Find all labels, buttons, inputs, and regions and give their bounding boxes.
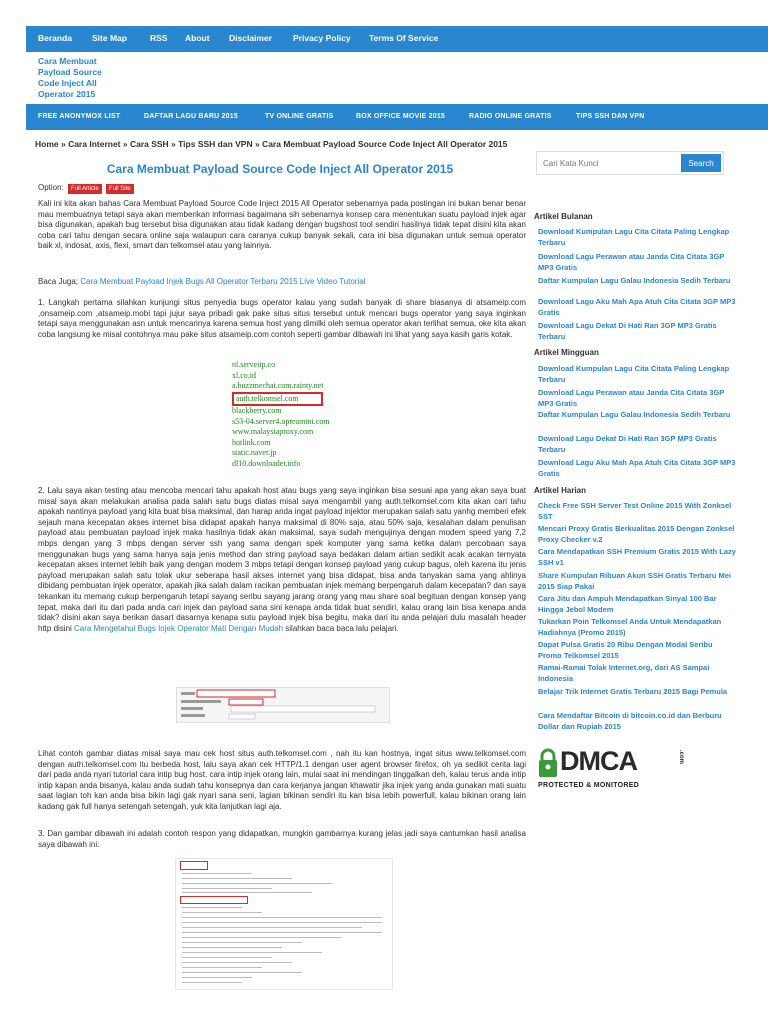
sidebar-link-bulanan[interactable]: Daftar Kumpulan Lagu Galau Indonesia Sedih Terbaru	[538, 276, 731, 285]
lock-icon	[538, 748, 558, 778]
cat-box-office[interactable]: BOX OFFICE MOVIE 2015	[356, 113, 445, 120]
full-site-button[interactable]: Full Site	[106, 184, 134, 194]
step-2-tail: silahkan baca baca lalu pelajari.	[285, 623, 399, 633]
paragraph-step-3: 3. Dan gambar dibawah ini adalah contoh respon yang didapatkan, mungkin gambarnya kurang jelas jadi saya cantumkan hasil analisa saya dibawah ini:	[38, 829, 526, 849]
host-item: xl.co.id	[232, 370, 256, 380]
host-list-image	[232, 360, 352, 476]
sidebar-link-harian[interactable]: Share Kumpulan Ribuan Akun SSH Gratis Terbaru Mei 2015 Siap Pakai	[538, 571, 731, 591]
post-title: Cara Membuat Payload Source Code Inject All Operator 2015	[106, 162, 454, 176]
sidebar-link-bulanan[interactable]: Download Kumpulan Lagu Cita Citata Paling Lengkap Terbaru	[538, 227, 730, 247]
host-item: hotlink.com	[232, 437, 271, 447]
sidebar-link-harian[interactable]: Cara Mendaftar Bitcoin di bitcoin.co.id dan Berburu Dollar dan Rupiah 2015	[538, 711, 722, 731]
sidebar-heading-mingguan: Artikel Mingguan	[534, 348, 599, 357]
host-item: a.buzzmechat.com.rainty.net	[232, 381, 324, 390]
breadcrumb[interactable]: Home » Cara Internet » Cara SSH » Tips SSH dan VPN » Cara Membuat Payload Source Code Inject All Operator 2015	[35, 139, 508, 149]
search-button[interactable]: Search	[681, 154, 721, 172]
sidebar-link-harian[interactable]: Cara Jitu dan Ampuh Mendapatkan Sinyal 100 Bar Hingga Jebol Modem	[538, 594, 717, 614]
sidebar-link-harian[interactable]: Mencari Proxy Gratis Berkualitas 2015 Dengan Zonksel Proxy Checker v.2	[538, 524, 735, 544]
site-title[interactable]: Cara Membuat Payload Source Code Inject All Operator 2015	[38, 56, 102, 99]
sidebar-heading-bulanan: Artikel Bulanan	[534, 212, 593, 221]
nav-disclaimer[interactable]: Disclaimer	[229, 33, 272, 43]
sidebar-link-harian[interactable]: Belajar Trik Internet Gratis Terbaru 2015 Bagi Pemula	[538, 687, 728, 696]
paragraph-step-1: 1. Langkah pertama silahkan kunjungi situs penyedia bugs operator kalau yang sudah banyak di share biasanya di atsameip.com ,onsameip.com ,atsameip.mobi tapi jujur saya pribadi gak pake situs situs tersebut untuk mencari bugs operator yang saya inginkan tetapi saya menggunakan asn untuk mencarinya karena semua host yang dimilki oleh semua operator akan terlihat semua, oke kita akan coba langsung ke misal contohnya mau pake situs atsameip.com contoh seperti gambar dibawah ini lihat yang saya kasih garis kotak.	[38, 298, 526, 339]
option-row	[38, 183, 134, 194]
step-2-text: 2. Lalu saya akan testing atau mencoba mencari tahu apakah host atau bugs yang saya inginkan bisa sesuai apa yang akan saya buat misal saya akan melakukan analisa pada salah satu bugs diatas misal saya mengambil yang auth.telkomsel.com kita akan cari tahu apakah nantinya payload yang kita buat bisa maksimal, dan harap anda ingat payload injektor merupakan salah satu yanhg memberi efek sejauh mana kecepatan akses internet bisa didapat apakah hanya maksimal di 80% saja, atau 50% saja, kesalahan dalam penulisan payload atau pembuatan payload injek maka hasilnya tidak akan maksimal, saya sudah mengujinya dengan modem speed yang 7,2 mbps dengan yang 3 mbps dengan server ssh yang sama dengan spek komputer yang sama ketika dalam percobaan saya menggunakan bugs yang sama hanya saja jenis method dan string payload saya bedakan dalam artian sedikit acak acakan ternyata kecepatan akses internet lebih baik yang dengan modem 3 mbps tetapi dengan konsep payload yang cukup bagus, oleh karena itu jenis payload merupakan salah satu tolak ukur seberapa hasil akses internet yang bisa didapat, bisa anda tanyakan sama yang ahlinya dibidang pembuatan injek operator, apakah jika salah dalam racikan pembuatan injek memang berpengaruh dalam kecepatan? dan saya tekankan itu memang cukup berpengaruh tetapi sayang seribu sayang jarang orang yang mau share soal begituan dengan konsep yang tepat, maka dari itu dari pada anda cari injek dan payload sana sini kenapa anda tidak buat sendiri, kalau orang lain bisa kenapa anda tidak? disini akan saya berikan dasart dasarnya kenapa sutu payload injek bisa begitu, maka dari itu anda pelajari dulu masalah header http disini	[38, 486, 526, 633]
dmca-logo-text: DMCA	[560, 746, 637, 776]
sidebar-link-bulanan[interactable]: Download Lagu Dekat Di Hati Ran 3GP MP3 Gratis Terbaru	[538, 321, 717, 341]
cat-tips-ssh[interactable]: TIPS SSH DAN VPN	[576, 113, 645, 120]
dmca-com: .com	[678, 750, 684, 765]
cat-daftar-lagu[interactable]: DAFTAR LAGU BARU 2015	[144, 113, 238, 120]
host-item: nl.serveiip.co	[232, 360, 276, 369]
baca-juga	[38, 277, 526, 288]
host-item: blackberry.com	[232, 406, 282, 415]
sidebar-link-mingguan[interactable]: Download Lagu Aku Mah Apa Atuh Cita Citata 3GP MP3 Gratis	[538, 458, 736, 478]
http-header-tool-screenshot	[176, 687, 390, 723]
sidebar-link-harian[interactable]: Ramai-Ramai Tolak Internet.org, dari AS Sampai Indonesia	[538, 663, 710, 683]
sidebar-link-harian[interactable]: Dapat Pulsa Gratis 20 Ribu Dengan Modal Seribu Promo Telkomsel 2015	[538, 640, 713, 660]
cat-tv-online[interactable]: TV ONLINE GRATIS	[265, 113, 334, 120]
sidebar-link-harian[interactable]: Tukarkan Poin Telkomsel Anda Untuk Mendapatkan Hadiahnya (Promo 2015)	[538, 617, 722, 637]
response-status-highlight	[180, 861, 208, 870]
paragraph-intro: Kali ini kita akan bahas Cara Membuat Payload Source Code Inject 2015 All Operator sebenarnya pada postingan ini bukan benar benar mau membuatnya tetapi saya akan memberikan informasi bagaimana sih sebenarnya konsep cara menentukan suatu payload injek agar bisa digunakan, apakah bug tersebut bisa digunakan atau tidak kadang dengan bugshost tool sendiri hasilnya tidak tepat disini kita akan coba cari tahu dengan secara online saja walaupun cara caranya cukup banyak sekali, cara ini bisa digunakan untuk semua operator baik xl, indosat, axis, flexi, smart dan telkomsel atau yang lainnya.	[38, 199, 526, 251]
nav-rss[interactable]: RSS	[150, 33, 168, 43]
paragraph-explanation: Lihat contoh gambar diatas misal saya mau cek host situs auth.telkomsel.com , nah itu kan hostnya, ingat situs www.telkomsel.com dengan auth.telkomsel.com itu berbeda host, lalu saya akan cek HTTP/1.1 dengan user agent browser firefox, oh ya sedikit cerita lagi dari pada anda nyari tutorial cara intip bug host, cara intip injek orang lain, mulai saat ini mendingan tinggalkan deh, kalau terus anda intip intip kapan anda bisanya, kalau anda sudah tahu konsepnya dan cara kerjanya jangan khawatir jika injek yang anda gunakan mati suatu saat lagian toh kan anda bisa bikin lagi gak nyari sana seni, lagian bikinan sendiri itu kan bisa lebih powerfull, kalau bikinan orang lain kadang gak full hanya setengah setengah, yuk kita lanjutkan lagi aja.	[38, 749, 526, 811]
cat-radio-online[interactable]: RADIO ONLINE GRATIS	[469, 113, 552, 120]
nav-privacy-policy[interactable]: Privacy Policy	[293, 33, 351, 43]
host-item: www.malaysiaproxy.com	[232, 427, 314, 436]
host-item: dl10.downloader.info	[232, 458, 301, 468]
http-response-screenshot	[175, 858, 393, 990]
http-header-tool-graphic	[177, 688, 389, 722]
header-http-link[interactable]: Cara Mengetahui Bugs Injek Operator Mati Dengan Mudah	[74, 623, 284, 633]
host-item: s53-04.server4.opreamini.com	[232, 416, 330, 426]
sidebar-link-harian[interactable]: Cara Mendapatkan SSH Premium Gratis 2015 With Lazy SSH v1	[538, 547, 736, 567]
nav-about[interactable]: About	[185, 33, 210, 43]
category-nav	[26, 104, 768, 130]
search-input[interactable]	[543, 156, 673, 170]
host-item-highlighted: auth.telkomsel.com	[232, 392, 323, 407]
sidebar-link-mingguan[interactable]: Download Lagu Dekat Di Hati Ran 3GP MP3 Gratis Terbaru	[538, 434, 717, 454]
sidebar-link-bulanan[interactable]: Download Lagu Aku Mah Apa Atuh Cita Citata 3GP MP3 Gratis	[538, 297, 736, 317]
sidebar-link-bulanan[interactable]: Download Lagu Perawan atau Janda Cita Citata 3GP MP3 Gratis	[538, 252, 725, 272]
host-item: static.naver.jp	[232, 448, 277, 457]
option-label: Option:	[38, 183, 64, 192]
nav-site-map[interactable]: Site Map	[92, 33, 127, 43]
cat-free-anonymox[interactable]: FREE ANONYMOX LIST	[38, 113, 121, 120]
sidebar-link-mingguan[interactable]: Daftar Kumpulan Lagu Galau Indonesia Sedih Terbaru	[538, 410, 731, 419]
full-article-button[interactable]: Full Article	[68, 184, 102, 194]
sidebar-link-mingguan[interactable]: Download Kumpulan Lagu Cita Citata Paling Lengkap Terbaru	[538, 364, 730, 384]
paragraph-step-2	[38, 486, 526, 634]
top-nav	[26, 26, 768, 52]
sidebar-heading-harian: Artikel Harian	[534, 486, 587, 495]
nav-terms[interactable]: Terms Of Service	[369, 33, 439, 43]
baca-juga-link[interactable]: Cara Membuat Payload Injek Bugs All Operator Terbaru 2015 Live Video Tutorial	[80, 277, 366, 286]
response-header-highlight	[180, 896, 248, 904]
dmca-badge[interactable]	[538, 746, 688, 794]
search-box	[536, 151, 724, 175]
sidebar-link-mingguan[interactable]: Download Lagu Perawan atau Janda Cita Citata 3GP MP3 Gratis	[538, 388, 725, 408]
sidebar-link-harian[interactable]: Check Free SSH Server Test Online 2015 With Zonksel SST	[538, 501, 732, 521]
baca-juga-label: Baca Juga;	[38, 277, 79, 286]
dmca-subtitle: PROTECTED & MONITORED	[538, 782, 640, 789]
nav-beranda[interactable]: Beranda	[38, 33, 73, 43]
